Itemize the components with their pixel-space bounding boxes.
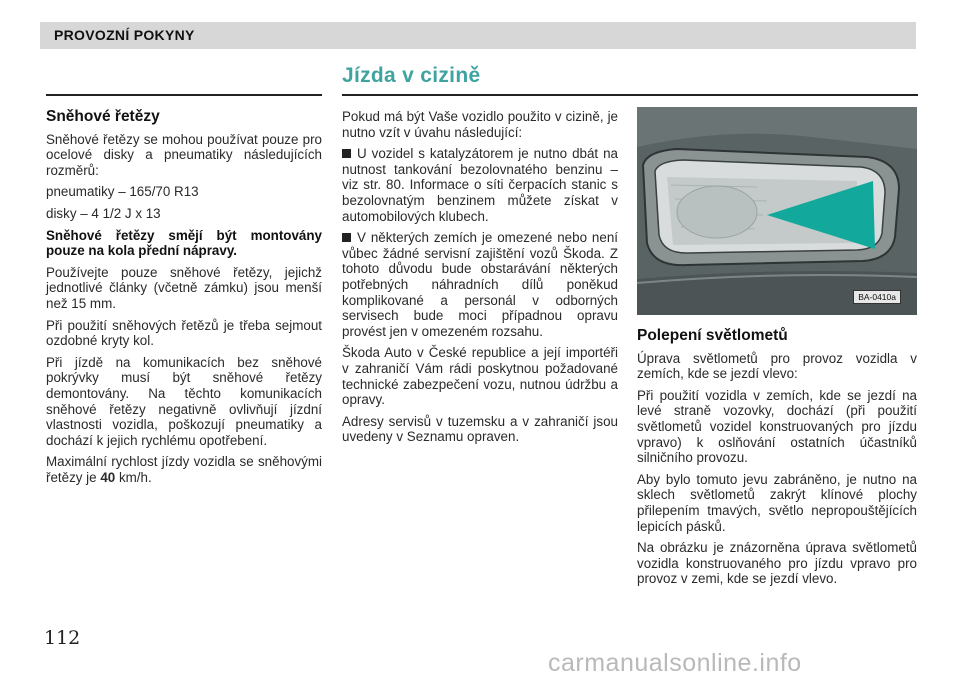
watermark: carmanualsonline.info (548, 649, 802, 677)
middle-column (342, 109, 618, 451)
headlight-illustration (637, 107, 917, 315)
headlight-figure (637, 107, 917, 315)
max-speed-paragraph (46, 454, 322, 485)
bullet-paragraph (342, 146, 618, 224)
paragraph: Při použití sněhových řetězů je třeba sejmout ozdobné kryty kol. (46, 317, 322, 349)
bullet-text: U vozidel s katalyzátorem je nutno dbát na nutnost tankování bezolovnatého benzinu – viz str. 80. Informace o síti čerpacích stanic s bezolovnatým benzinem můžete získat v automobilových klubech. (342, 146, 618, 224)
rim-size: disky – 4 1/2 J x 13 (46, 205, 161, 221)
paragraph: Aby bylo tomuto jevu zabráněno, je nutno na sklech světlometů zakrýt klínové plochy přilepením tmavých, světlo nepropouštějících lepicích pásků. (637, 471, 917, 534)
main-title-rule (342, 94, 918, 96)
paragraph: Při použití vozidla v zemích, kde se jezdí na levé straně vozovky, dochází (při použití světlometů vozidel konstruovaných pro jízdu vpravo) k oslňování ostatních účastníků silničního provozu. (637, 387, 917, 466)
paragraph: Pokud má být Vaše vozidlo použito v cizině, je nutno vzít v úvahu následující: (342, 109, 618, 140)
bullet-text: V některých zemích je omezené nebo není vůbec žádné servisní zajištění vozů Škoda. Z tohoto důvodu bude obstarávání některých potřebných náhradních dílů poněkud komplikované a personál v odborných servisech bude moci případnou opravu provést jen v omezeném rozsahu. (342, 230, 618, 339)
main-title: Jízda v cizině (342, 64, 481, 87)
max-speed-unit: km/h. (115, 469, 152, 485)
section-title: PROVOZNÍ POKYNY (54, 27, 195, 43)
figure-label: BA-0410a (853, 290, 901, 304)
page-number: 112 (44, 627, 81, 649)
paragraph: Adresy servisů v tuzemsku a v zahraničí jsou uvedeny v Seznamu opraven. (342, 413, 618, 445)
bullet-icon (342, 149, 351, 158)
bullet-paragraph (342, 230, 618, 339)
paragraph: Sněhové řetězy se mohou používat pouze pro ocelové disky a pneumatiky následujících rozměrů: (46, 131, 322, 178)
right-column (637, 328, 917, 593)
paragraph: Na obrázku je znázorněna úprava světlometů vozidla konstruovaného pro jízdu vpravo pro provoz v zemi, kde se jezdí vlevo. (637, 540, 917, 587)
section-header-bar (40, 22, 916, 49)
paragraph: Úprava světlometů pro provoz vozidla v zemích, kde se jezdí vlevo: (637, 350, 917, 382)
front-axle-note: Sněhové řetězy smějí být montovány pouze na kola přední nápravy. (46, 227, 322, 259)
paragraph: Při jízdě na komunikacích bez sněhové pokrývky musí být sněhové řetězy demontovány. Na těchto komunikacích sněhové řetězy negativně ovlivňují jízdní vlastnosti vozidla, poškozují pneumatiky a dochází k jejich rychlému opotřebení. (46, 354, 322, 448)
max-speed-text: Maximální rychlost jízdy vozidla se sněhovými řetězy je (46, 454, 322, 485)
headlight-masking-heading: Polepení světlometů (637, 327, 788, 344)
left-column (46, 109, 322, 491)
paragraph: Škoda Auto v České republice a její importéři v zahraničí Vám rádi poskytnou požadované technické zabezpečení vozu, nutnou údržbu a opravy. (342, 345, 618, 408)
tyre-size: pneumatiky – 165/70 R13 (46, 184, 199, 200)
left-column-rule (46, 94, 322, 96)
bullet-icon (342, 233, 351, 242)
snow-chains-heading: Sněhové řetězy (46, 108, 160, 125)
paragraph: Používejte pouze sněhové řetězy, jejichž jednotlivé články (včetně zámku) jsou menší než 15 mm. (46, 264, 322, 311)
max-speed-value: 40 (100, 469, 116, 485)
